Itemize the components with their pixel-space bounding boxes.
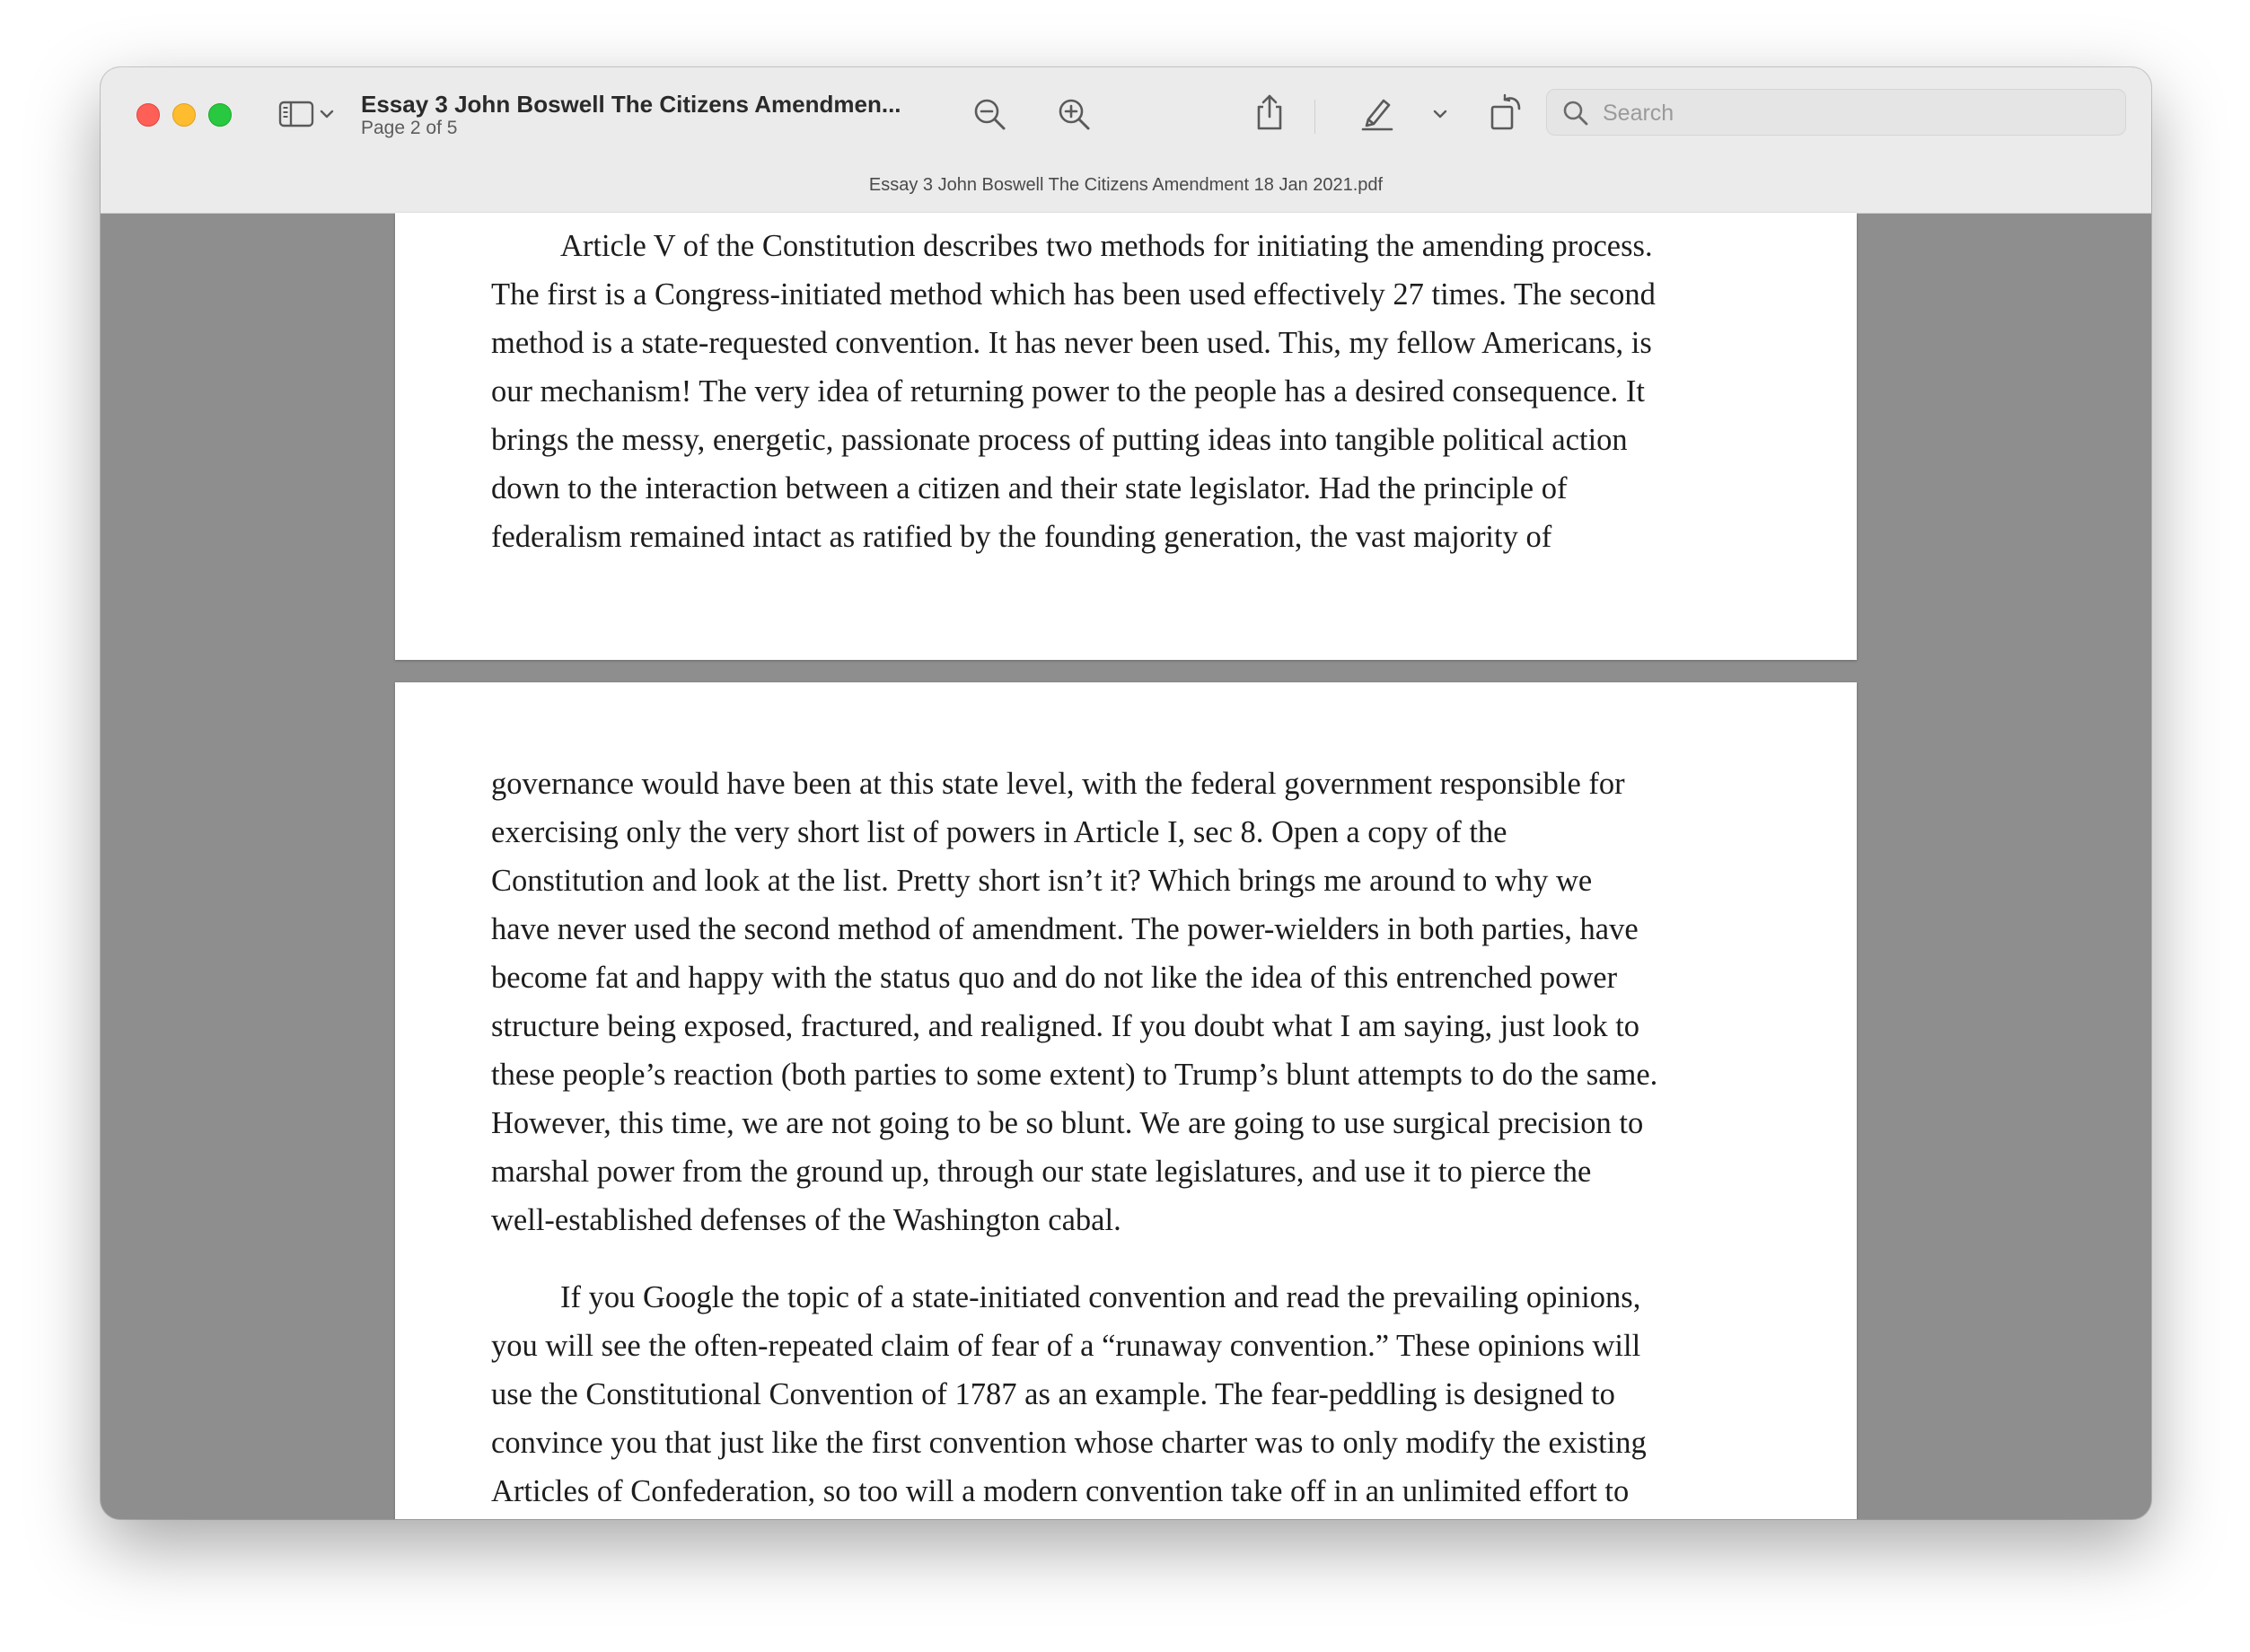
- sidebar-menu-chevron-down-icon[interactable]: [318, 105, 336, 123]
- text-line: well-established defenses of the Washington cabal.: [491, 1203, 1121, 1237]
- text-line: However, this time, we are not going to be so blunt. We are going to use surgical precision to: [491, 1106, 1644, 1140]
- paragraph: [491, 1273, 1784, 1516]
- text-line: Articles of Confederation, so too will a modern convention take off in an unlimited effort to: [491, 1474, 1630, 1508]
- highlight-pen-icon[interactable]: [1358, 92, 1397, 134]
- toolbar-divider: [1314, 100, 1315, 134]
- text-line: brings the messy, energetic, passionate process of putting ideas into tangible political action: [491, 423, 1628, 457]
- text-line: our mechanism! The very idea of returning power to the people has a desired consequence. It: [491, 374, 1645, 409]
- text-line: The first is a Congress-initiated method which has been used effectively 27 times. The second: [491, 277, 1656, 312]
- preview-window: [101, 67, 2151, 1519]
- text-line: method is a state-requested convention. It has never been used. This, my fellow Americans, is: [491, 326, 1652, 360]
- text-line: become fat and happy with the status quo and do not like the idea of this entrenched power: [491, 961, 1618, 995]
- document-title: Essay 3 John Boswell The Citizens Amendmen...: [361, 91, 901, 118]
- zoom-window-button[interactable]: [208, 103, 232, 127]
- text-line: have never used the second method of amendment. The power-wielders in both parties, have: [491, 912, 1639, 946]
- text-line: federalism remained intact as ratified by the founding generation, the vast majority of: [491, 520, 1552, 554]
- text-line: If you Google the topic of a state-initiated convention and read the prevailing opinions,: [560, 1280, 1641, 1314]
- paragraph: [491, 760, 1784, 1244]
- pdf-page: [395, 213, 1857, 660]
- text-line: convince you that just like the first convention whose charter was to only modify the existing: [491, 1426, 1647, 1460]
- rotate-icon[interactable]: [1487, 91, 1526, 134]
- search-input[interactable]: [1601, 90, 2107, 136]
- minimize-button[interactable]: [172, 103, 196, 127]
- sidebar-icon[interactable]: [277, 98, 316, 130]
- text-line: Article V of the Constitution describes two methods for initiating the amending process.: [560, 229, 1653, 263]
- title-bar: [101, 67, 2151, 214]
- search-icon: [1561, 99, 1590, 127]
- zoom-out-icon[interactable]: [970, 94, 1009, 134]
- page-text: [491, 222, 1784, 561]
- pdf-page: [395, 682, 1857, 1519]
- text-line: down to the interaction between a citizen and their state legislator. Had the principle of: [491, 471, 1568, 505]
- file-name-label: Essay 3 John Boswell The Citizens Amendment 18 Jan 2021.pdf: [868, 175, 1384, 195]
- text-line: these people’s reaction (both parties to some extent) to Trump’s blunt attempts to do the same.: [491, 1058, 1658, 1092]
- text-line: you will see the often-repeated claim of fear of a “runaway convention.” These opinions will: [491, 1329, 1641, 1363]
- search-field[interactable]: [1546, 89, 2126, 136]
- page-indicator: Page 2 of 5: [361, 118, 458, 138]
- zoom-in-icon[interactable]: [1054, 94, 1094, 134]
- text-line: Constitution and look at the list. Pretty short isn’t it? Which brings me around to why we: [491, 864, 1593, 898]
- share-icon[interactable]: [1250, 91, 1289, 134]
- text-line: exercising only the very short list of powers in Article I, sec 8. Open a copy of the: [491, 815, 1507, 849]
- markup-chevron-down-icon[interactable]: [1431, 105, 1449, 123]
- text-line: governance would have been at this state level, with the federal government responsible for: [491, 767, 1625, 801]
- text-line: marshal power from the ground up, through our state legislatures, and use it to pierce the: [491, 1155, 1592, 1189]
- text-line: use the Constitutional Convention of 1787 as an example. The fear-peddling is designed to: [491, 1377, 1615, 1411]
- text-line: structure being exposed, fractured, and realigned. If you doubt what I am saying, just look to: [491, 1009, 1640, 1043]
- close-button[interactable]: [136, 103, 160, 127]
